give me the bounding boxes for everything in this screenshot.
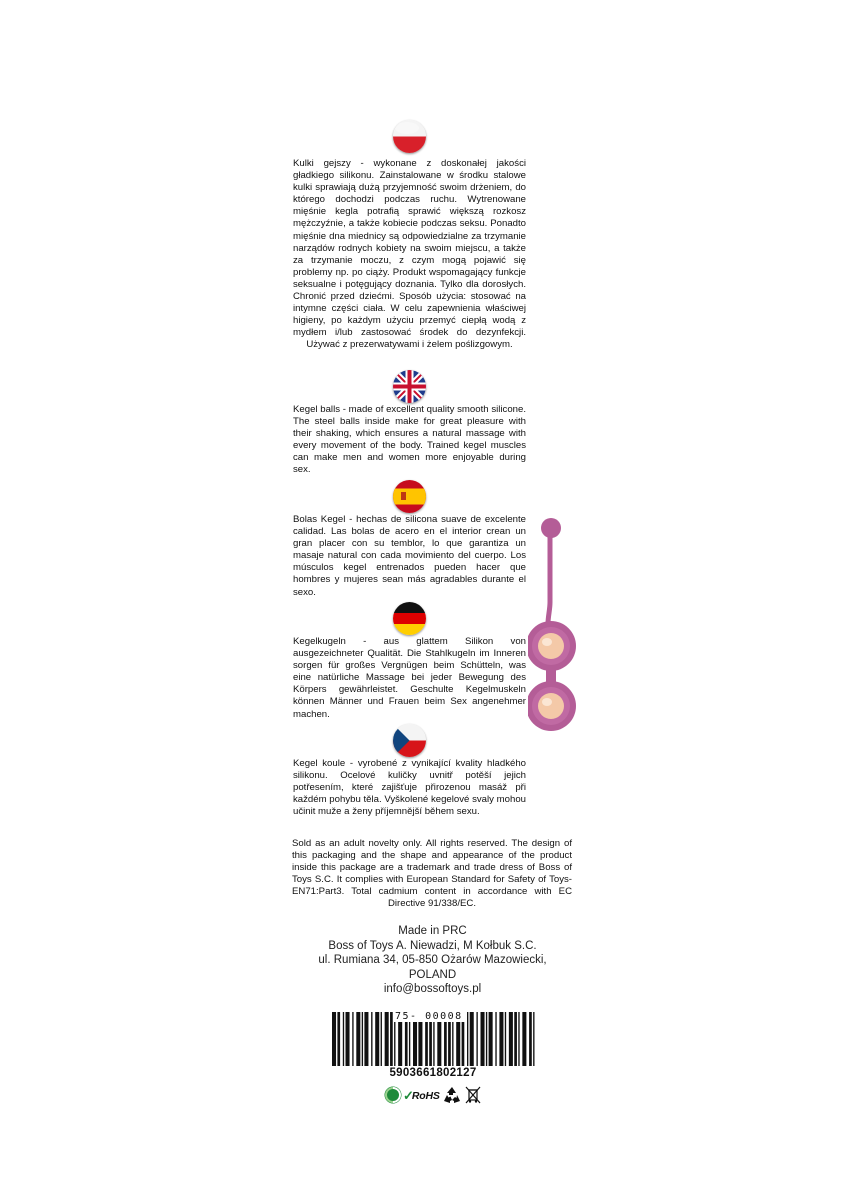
- czech-flag-icon: [393, 724, 426, 757]
- barcode-bar: [356, 1012, 360, 1066]
- green-dot-icon: [384, 1086, 402, 1104]
- description-en: Kegel balls - made of excellent quality smooth silicone. The steel balls inside make for great pleasure with their shaking, which ensures a natural massage with every movement of the body. Trained kegel muscles can make men and women more enjoyable during sex.: [293, 404, 526, 476]
- barcode-bar: [533, 1012, 534, 1066]
- barcode-bar: [509, 1012, 513, 1066]
- barcode-ean: 5903661802127: [389, 1067, 477, 1079]
- kegel-balls-illustration: [528, 514, 576, 734]
- barcode-sku: 75- 00008: [395, 1011, 463, 1022]
- barcode-bar: [518, 1012, 519, 1066]
- barcode-bar: [522, 1012, 526, 1066]
- company-name: Boss of Toys A. Niewadzi, M Kołbuk S.C.: [328, 939, 537, 952]
- spain-flag-icon: [393, 480, 426, 513]
- barcode-bar: [352, 1012, 353, 1066]
- barcode-bar: [499, 1012, 503, 1066]
- barcode-bar: [343, 1012, 344, 1066]
- poland-flag-icon: [393, 120, 426, 153]
- weee-bin-icon: [465, 1086, 481, 1104]
- barcode-bar: [371, 1012, 372, 1066]
- barcode-bar: [332, 1012, 336, 1066]
- recycle-icon: [442, 1086, 462, 1104]
- country: POLAND: [408, 968, 457, 981]
- barcode-bar: [362, 1012, 363, 1066]
- street-address: ul. Rumiana 34, 05-850 Ożarów Mazowiecki,: [318, 954, 547, 967]
- made-in: Made in PRC: [398, 925, 467, 937]
- barcode-bar: [529, 1012, 532, 1066]
- email[interactable]: info@bossoftoys.pl: [383, 983, 482, 996]
- barcode-bar: [481, 1012, 485, 1066]
- legal-notice: Sold as an adult novelty only. All rights reserved. The design of this packaging and the shape and appearance of the product inside this package are a trademark and trade dress of Boss of Toys S.C. It complies with European Standard for Safety of Toys- EN71:Part3. Total cadmium content in accordance with EC Directive 91/338/EC.: [292, 838, 572, 910]
- barcode-bar: [385, 1012, 389, 1066]
- barcode-bar: [505, 1012, 506, 1066]
- barcode-bar: [375, 1012, 379, 1066]
- germany-flag-icon: [393, 602, 426, 635]
- uk-flag-icon: [393, 370, 426, 403]
- manufacturer-address: [290, 924, 575, 997]
- rohs-label: RoHS: [411, 1090, 440, 1102]
- description-de: Kegelkugeln - aus glattem Silikon von ausgezeichneter Qualität. Die Stahlkugeln im Inneren sorgen für großes Vergnügen beim Schütteln, was eine natürliche Massage bei jeder Bewegung des Körpers gewährleistet. Geschulte Kegelmuskeln können Männer und Frauen beim Sex angenehmer machen.: [293, 636, 526, 720]
- barcode-bar: [346, 1012, 350, 1066]
- barcode-bar: [489, 1012, 493, 1066]
- barcode-bar: [495, 1012, 496, 1066]
- rohs-icon: ✓ RoHS: [403, 1088, 440, 1103]
- barcode-bar: [337, 1012, 340, 1066]
- barcode-bar: [476, 1012, 477, 1066]
- barcode-bar: [467, 1012, 468, 1066]
- barcode-bar: [486, 1012, 487, 1066]
- barcode-bar: [514, 1012, 517, 1066]
- barcode-bar: [470, 1012, 474, 1066]
- barcode-bar: [381, 1012, 382, 1066]
- description-pl: Kulki gejszy - wykonane z doskonałej jakości gładkiego silikonu. Zainstalowane w środku stalowe kulki sprawiają dużą przyjemność swoim drżeniem, do którego dochodzi podczas ruchu. Wytrenowane mięśnie kegla potrafią sprawić większą rozkosz mężczyźnie, a także kobiecie podczas seksu. Ponadto mięśnie dna miednicy są odpowiedzialne za trzymanie narządów rodnych kobiety na swoim miejscu, a także za trzymanie moczu, z czym mogą pojawić się problemy np. po ciąży. Produkt wspomagający funkcje seksualne i potęgujący doznania. Tylko dla dorosłych. Chronić przed dziećmi. Sposób użycia: stosować na intymne części ciała. W celu zapewnienia właściwej higieny, po każdym użyciu przemyć ciepłą wodą z mydłem i/lub zastosować środek do dezynfekcji. Używać z prezerwatywami i żelem poślizgowym.: [293, 158, 526, 351]
- description-es: Bolas Kegel - hechas de silicona suave de excelente calidad. Las bolas de acero en el interior crean un gran placer con su temblor, lo que garantiza un masaje natural con cada movimiento del cuerpo. Los músculos kegel entrenados pueden hacer que hombres y mujeres sean más agradables durante el sexo.: [293, 514, 526, 598]
- description-cz: Kegel koule - vyrobené z vynikající kvality hladkého silikonu. Ocelové kuličky uvnitř potěší jejich potřesením, které zajišťuje přirozenou masáž při každém pohybu těla. Vyškolené kegelové svaly mohou učinit muže a ženy příjemnější během sexu.: [293, 758, 526, 818]
- barcode-bar: [364, 1012, 368, 1066]
